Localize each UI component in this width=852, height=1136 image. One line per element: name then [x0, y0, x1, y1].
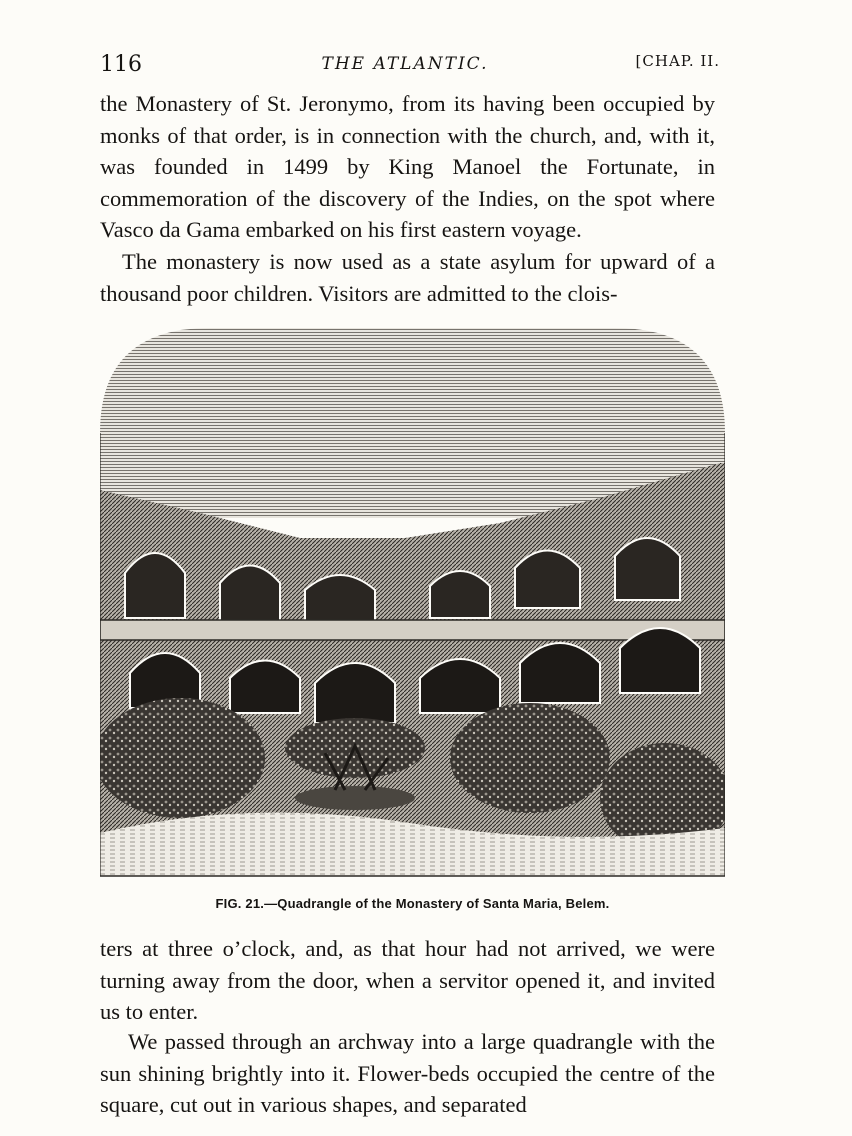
engraving-illustration [100, 328, 725, 894]
chapter-label: [CHAP. II. [635, 52, 720, 70]
running-title: THE ATLANTIC. [321, 54, 489, 74]
paragraph-2: The monastery is now used as a state asylum for upward of a thousand poor children. Visitors are admitted to the clois- [100, 249, 715, 306]
figure-caption: FIG. 21.—Quadrangle of the Monastery of Santa Maria, Belem. [215, 896, 610, 911]
paragraph-1: the Monastery of St. Jeronymo, from its having been occupied by monks of that order, is in connection with the church, and, with it, was founded in 1499 by King Manoel the Fortunate, in commemoration of the discovery of the Indies, on the spot where Vasco da Gama embarked on his first eastern voyage. [100, 91, 715, 242]
page-header [100, 52, 720, 82]
paragraph-3: ters at three o’clock, and, as that hour had not arrived, we were turning away from the door, when a servitor opened it, and invited us to enter. [100, 936, 715, 1024]
page-number: 116 [100, 52, 142, 77]
paragraph-4: We passed through an archway into a large quadrangle with the sun shining brightly into it. Flower-beds occupied the centre of the square, cut out in various shapes, and separated [100, 1029, 715, 1117]
